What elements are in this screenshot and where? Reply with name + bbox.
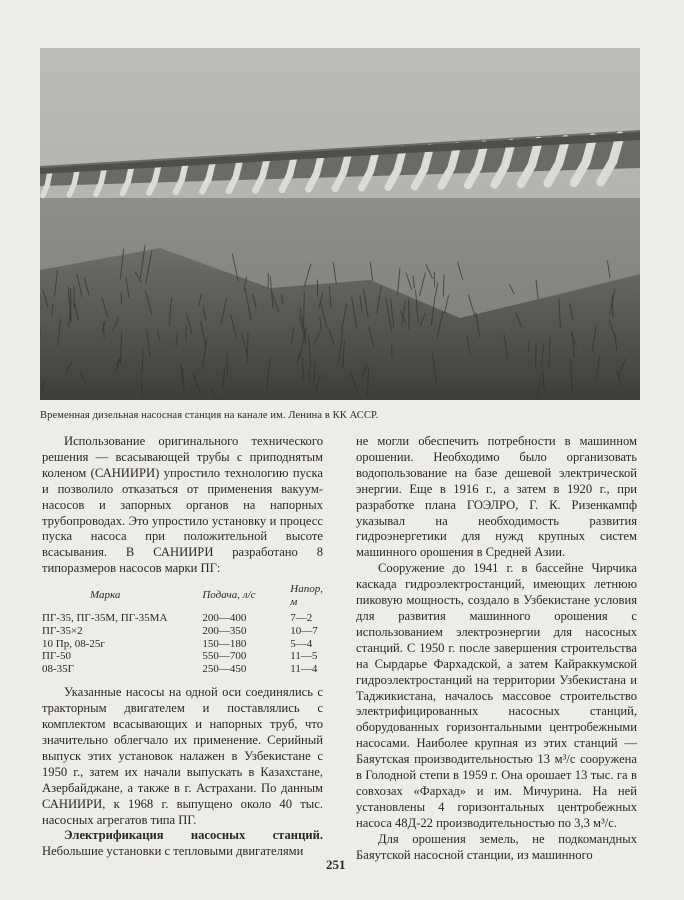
section-paragraph: [42, 828, 323, 860]
table-cell: 200—400: [202, 612, 247, 625]
table-row: [42, 638, 323, 651]
table-header: Напор, м: [290, 583, 323, 608]
table-row: [42, 612, 323, 625]
section-text: Небольшие установки с тепловыми двигателями: [42, 844, 304, 859]
table-header: Подача, л/с: [202, 589, 256, 602]
table-cell: 7—2: [290, 612, 313, 625]
paragraph: Использование оригинального технического решения — всасывающей трубы с приподнятым коленом (САНИИРИ) упростило технологию пуска и позволило отказаться от применения вакуум-насосов и запорных органов на напорных трубопроводах. Это упростило установку и процесс пуска насоса при положительной высоте всасывания. В САНИИРИ разработано 8 типоразмеров насосов марки ПГ:: [42, 434, 323, 576]
table-cell: 5—4: [290, 637, 313, 650]
table-cell: 08-35Г: [42, 662, 75, 675]
table-row: [42, 625, 323, 638]
section-heading: Электрификация насосных станций.: [64, 828, 323, 843]
table-cell: 10 Пр, 08-25г: [42, 637, 105, 650]
paragraph: Для орошения земель, не подкомандных Баяутской насосной станции, из машинного: [356, 831, 637, 862]
table-header: Марка: [90, 589, 121, 602]
grass-stroke: [303, 358, 304, 379]
left-column: [42, 434, 323, 860]
pumping-station-photo: [40, 48, 640, 400]
photo-caption: Временная дизельная насосная станция на канале им. Ленина в КК АССР.: [40, 410, 379, 421]
table-cell: ПГ-35, ПГ-35М, ПГ-35МА: [42, 612, 168, 625]
table-cell: 10—7: [290, 624, 318, 637]
grass-stroke: [409, 299, 410, 330]
grass-stroke: [227, 354, 228, 376]
table-cell: 11—4: [290, 662, 318, 675]
paragraph: Сооружение до 1941 г. в бассейне Чирчика каскада гидроэлектростанций, имеющих летнюю пиковую мощность, создало в Узбекистане условия для развития машинного орошения с использованием электроэнергии для насосных станций. С 1950 г. после завершения строительства на Сырдарье Фархадской, а затем Кайраккумской гидроэлектростанций на территории Узбекистана и Таджикистана, началось массовое строительство электрифицированных насосных станций, оборудованных горизонтальными центробежными насосами. Наиболее крупная из этих станций — Баяутская производительностью 13 м³/с сооружена в Голодной степи в 1959 г. Она орошает 13 тыс. га в совхозах «Фархад» и им. Мичурина. На ней установлены 4 горизонтальных центробежных насоса 48Д-22 производительностью по 3,3 м³/с.: [356, 561, 637, 830]
paragraph: не могли обеспечить потребности в машинном орошении. Необходимо было организовать водопользование на базе дешевой электрической энергии. Еще в 1916 г., а затем в 1920 г., при разработке плана ГОЭЛРО, Г. К. Ризенкампф указывал на необходимость развития гидроэнергетики для нужд крупных систем машинного орошения в Средней Азии.: [356, 434, 637, 560]
table-row: [42, 650, 323, 663]
table-cell: 250—450: [202, 662, 247, 675]
right-column: [356, 434, 637, 863]
paragraph: Указанные насосы на одной оси соединялись с тракторным двигателем и поставлялись с комплектом всасывающих и напорных труб, что значительно облегчало их применение. Серийный выпуск этих установок налажен в Узбекистане с 1950 г., затем их начали выпускать в Казахстане, Азербайджане, а также в г. Астрахани. По данным САНИИРИ, к 1968 г. выпущено около 40 тыс. насосных агрегатов типа ПГ.: [42, 685, 323, 827]
grass-stroke: [304, 292, 305, 324]
grass-stroke: [529, 340, 530, 351]
table-cell: 11—5: [290, 650, 318, 663]
table-row: [42, 663, 323, 676]
grass-stroke: [142, 381, 143, 397]
table-cell: ПГ-50: [42, 650, 71, 663]
grass-stroke: [121, 293, 122, 305]
table-cell: ПГ-35×2: [42, 624, 83, 637]
photo-illustration: [40, 48, 640, 400]
table-cell: 550—700: [202, 650, 247, 663]
table-cell: 150—180: [202, 637, 247, 650]
pump-table: [42, 581, 323, 675]
table-cell: 200—350: [202, 624, 247, 637]
table-header-row: [42, 581, 323, 612]
page-number: 251: [326, 857, 346, 872]
